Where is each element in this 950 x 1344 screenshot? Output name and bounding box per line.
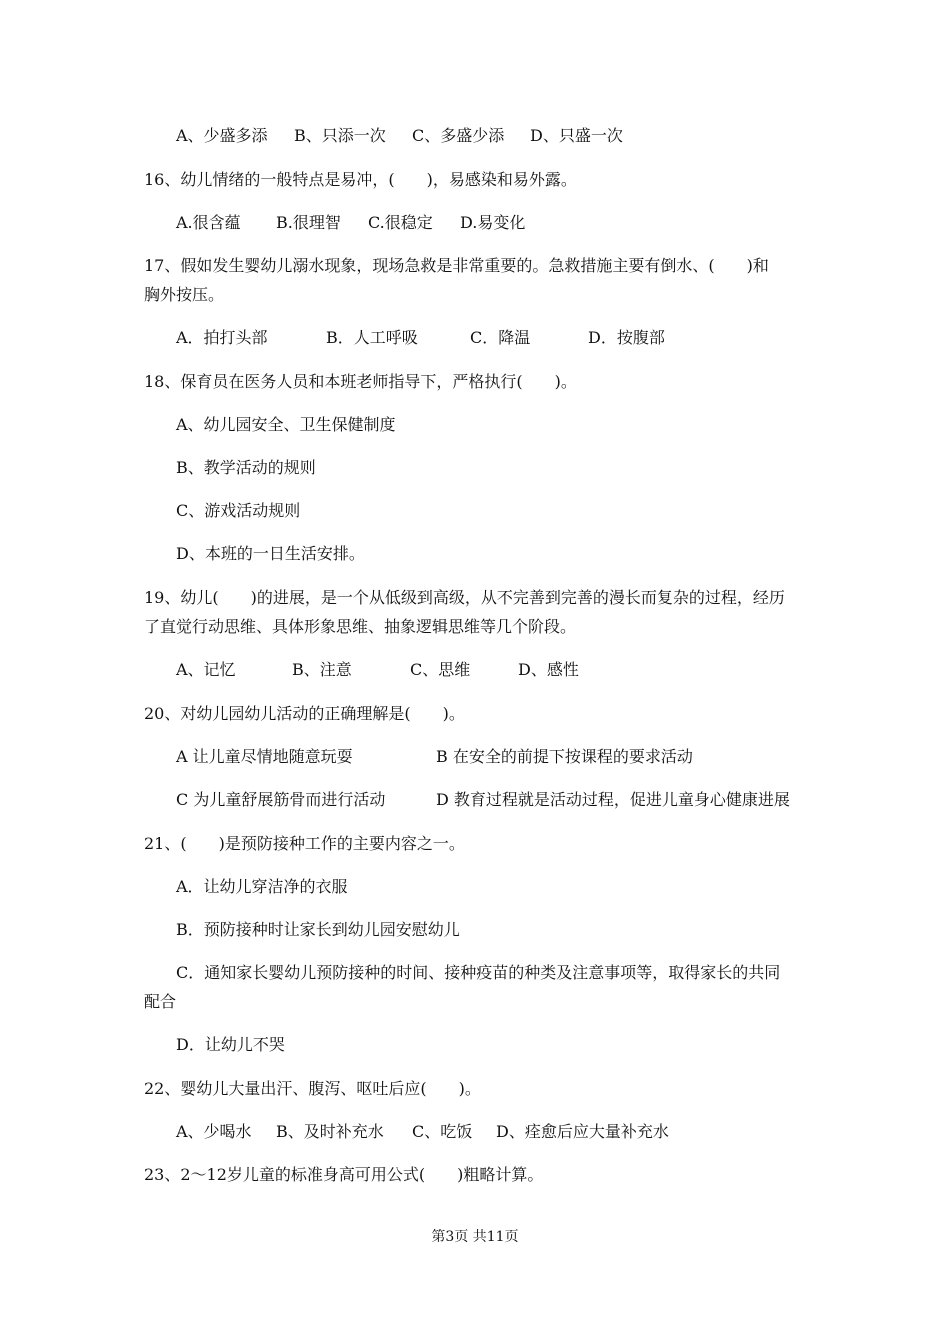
option-d: D 教育过程就是活动过程，促进儿童身心健康进展 [436,790,790,809]
option-d: D、痊愈后应大量补充水 [496,1122,669,1141]
option-c: C 为儿童舒展筋骨而进行活动 [176,790,386,809]
option-d: D．让幼儿不哭 [176,1035,285,1054]
question-21-stem: 21、( )是预防接种工作的主要内容之一。 [144,834,465,853]
option-c: C、思维 [410,660,471,679]
question-18-stem: 18、保育员在医务人员和本班老师指导下，严格执行( )。 [144,372,577,391]
option-a: A、少盛多添 [176,126,268,145]
option-b: B、只添一次 [294,126,386,145]
option-c: C、吃饭 [412,1122,473,1141]
question-17-stem-line2: 胸外按压。 [144,285,225,304]
option-c-continued: 配合 [144,992,177,1011]
option-d: D、本班的一日生活安排。 [176,544,365,563]
question-17-stem-line1: 17、假如发生婴幼儿溺水现象，现场急救是非常重要的。急救措施主要有倒水、( )和 [144,256,769,275]
option-a: A．拍打头部 [176,328,268,347]
question-22-stem: 22、婴幼儿大量出汗、腹泻、呕吐后应( )。 [144,1079,481,1098]
option-b: B、注意 [292,660,352,679]
option-b: B、及时补充水 [276,1122,384,1141]
option-c: C．降温 [470,328,531,347]
option-c: C、游戏活动规则 [176,501,301,520]
option-c: C．通知家长婴幼儿预防接种的时间、接种疫苗的种类及注意事项等，取得家长的共同 [176,963,781,982]
option-a: A、幼儿园安全、卫生保健制度 [176,415,396,434]
option-b: B、教学活动的规则 [176,458,316,477]
question-23-stem: 23、2～12岁儿童的标准身高可用公式( )粗略计算。 [144,1165,544,1184]
option-a: A、记忆 [176,660,236,679]
option-a: A 让儿童尽情地随意玩耍 [176,747,353,766]
option-d: D.易变化 [460,213,526,232]
option-d: D、只盛一次 [530,126,623,145]
option-b: B 在安全的前提下按课程的要求活动 [436,747,693,766]
option-a: A．让幼儿穿洁净的衣服 [176,877,348,896]
option-b: B.很理智 [276,213,341,232]
option-c: C.很稳定 [368,213,433,232]
option-d: D、感性 [518,660,579,679]
option-b: B．预防接种时让家长到幼儿园安慰幼儿 [176,920,460,939]
option-d: D．按腹部 [588,328,665,347]
question-19-stem-line2: 了直觉行动思维、具体形象思维、抽象逻辑思维等几个阶段。 [144,617,577,636]
page-number-footer: 第3页 共11页 [431,1229,519,1245]
option-a: A.很含蕴 [176,213,241,232]
question-20-stem: 20、对幼儿园幼儿活动的正确理解是( )。 [144,704,465,723]
question-16-stem: 16、幼儿情绪的一般特点是易冲，( )，易感染和易外露。 [144,170,577,189]
question-19-stem-line1: 19、幼儿( )的进展，是一个从低级到高级，从不完善到完善的漫长而复杂的过程，经历 [144,588,785,607]
option-c: C、多盛少添 [412,126,505,145]
option-b: B．人工呼吸 [326,328,418,347]
option-a: A、少喝水 [176,1122,252,1141]
